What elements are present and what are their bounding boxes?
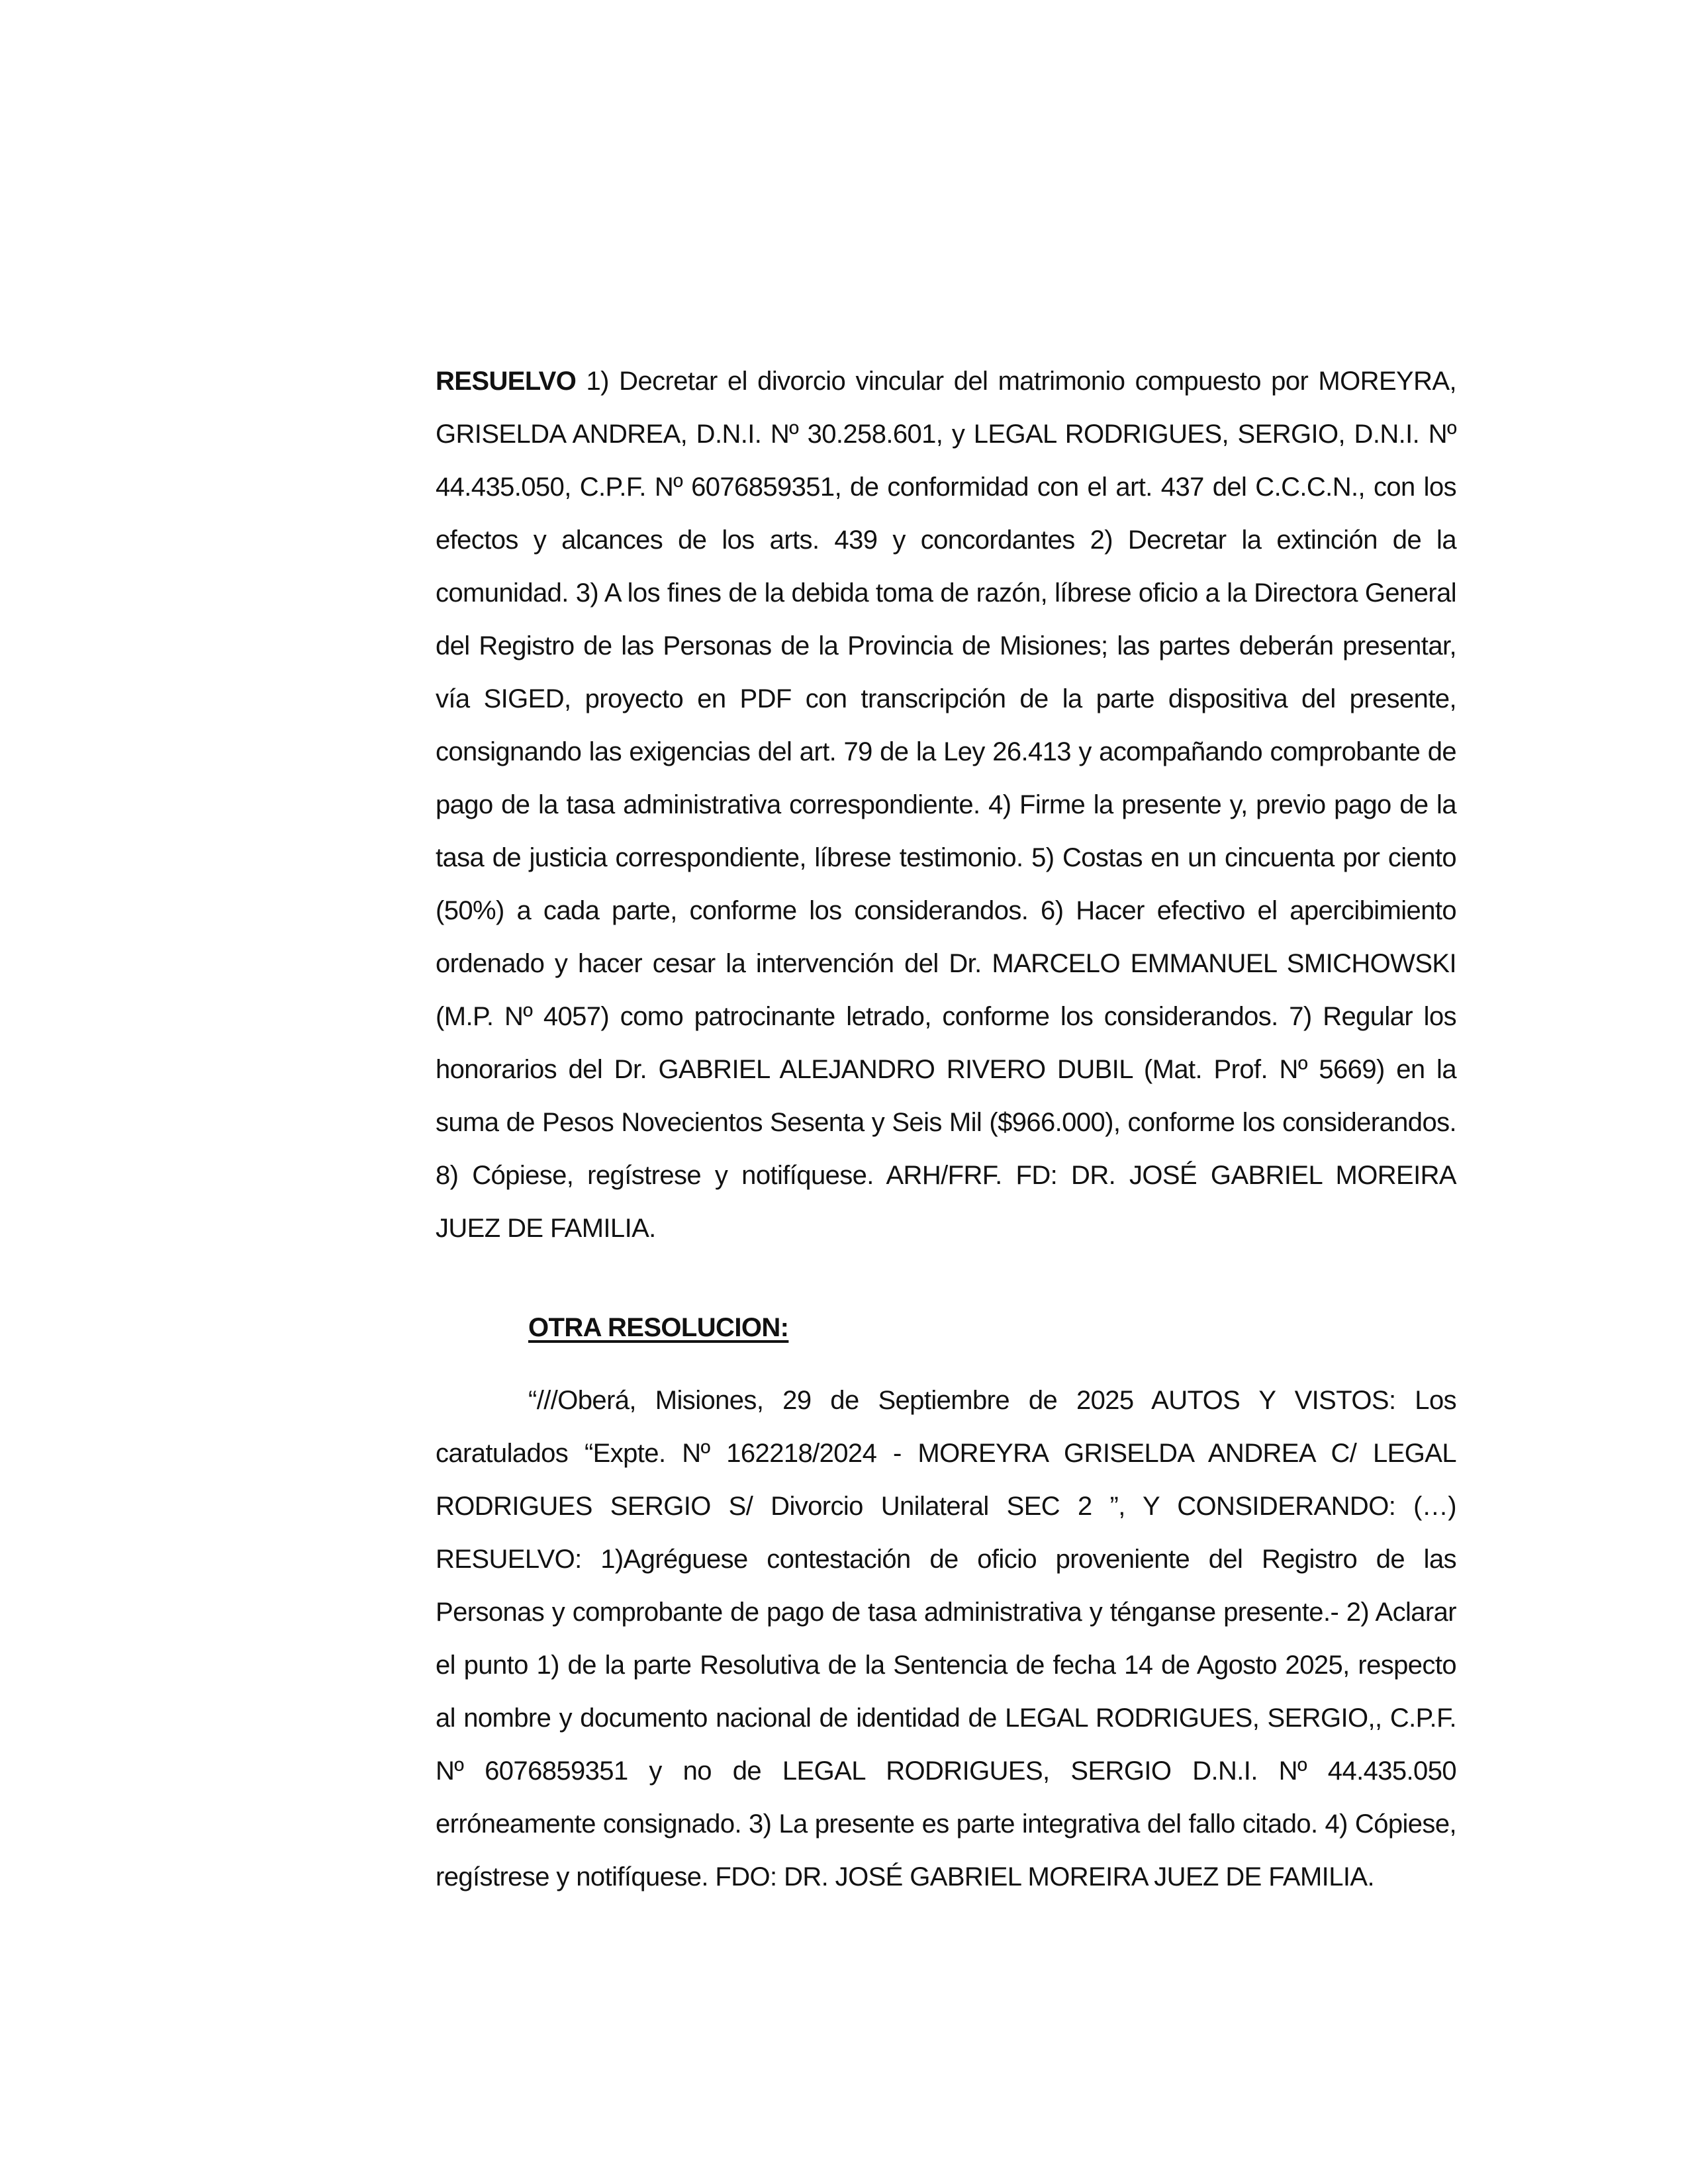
- resolution-body: 1) Decretar el divorcio vincular del matrimonio compuesto por MOREYRA, GRISELDA ANDREA, D.N.I. Nº 30.258.601, y LEGAL RODRIGUES, SERGIO, D.N.I. Nº 44.435.050, C.P.F. Nº 6076859351, de conformidad con el art. 437 del C.C.C.N., con los efectos y alcances de los arts. 439 y concordantes 2) Decretar la extinción de la comunidad. 3) A los fines de la debida toma de razón, líbrese oficio a la Directora General del Registro de las Personas de la Provincia de Misiones; las partes deberán presentar, vía SIGED, proyecto en PDF con transcripción de la parte dispositiva del presente, consignando las exigencias del art. 79 de la Ley 26.413 y acompañando comprobante de pago de la tasa administrativa correspondiente. 4) Firme la presente y, previo pago de la tasa de justicia correspondiente, líbrese testimonio. 5) Costas en un cincuenta por ciento (50%) a cada parte, conforme los considerandos. 6) Hacer efectivo el apercibimiento ordenado y hacer cesar la intervención del Dr. MARCELO EMMANUEL SMICHOWSKI (M.P. Nº 4057) como patrocinante letrado, conforme los considerandos. 7) Regular los honorarios del Dr. GABRIEL ALEJANDRO RIVERO DUBIL (Mat. Prof. Nº 5669) en la suma de Pesos Novecientos Sesenta y Seis Mil ($966.000), conforme los considerandos. 8) Cópiese, regístrese y notifíquese. ARH/FRF. FD: DR. JOSÉ GABRIEL MOREIRA JUEZ DE FAMILIA.: [436, 367, 1456, 1243]
- other-resolution-heading: OTRA RESOLUCION:: [528, 1313, 789, 1342]
- other-resolution-body: “///Oberá, Misiones, 29 de Septiembre de 2025 AUTOS Y VISTOS: Los caratulados “Expte. Nº 162218/2024 - MOREYRA GRISELDA ANDREA C/ LEGAL RODRIGUES SERGIO S/ Divorcio Unilateral SEC 2 ”, Y CONSIDERANDO: (…) RESUELVO: 1)Agréguese contestación de oficio proveniente del Registro de las Personas y comprobante de pago de tasa administrativa y ténganse presente.- 2) Aclarar el punto 1) de la parte Resolutiva de la Sentencia de fecha 14 de Agosto 2025, respecto al nombre y documento nacional de identidad de LEGAL RODRIGUES, SERGIO,, C.P.F. Nº 6076859351 y no de LEGAL RODRIGUES, SERGIO D.N.I. Nº 44.435.050 erróneamente consignado. 3) La presente es parte integrativa del fallo citado. 4) Cópiese, regístrese y notifíquese. FDO: DR. JOSÉ GABRIEL MOREIRA JUEZ DE FAMILIA.: [436, 1386, 1456, 1891]
- resolution-lead: RESUELVO: [436, 367, 577, 396]
- resolution-paragraph: [436, 355, 1456, 1255]
- other-resolution-paragraph: [436, 1374, 1456, 1903]
